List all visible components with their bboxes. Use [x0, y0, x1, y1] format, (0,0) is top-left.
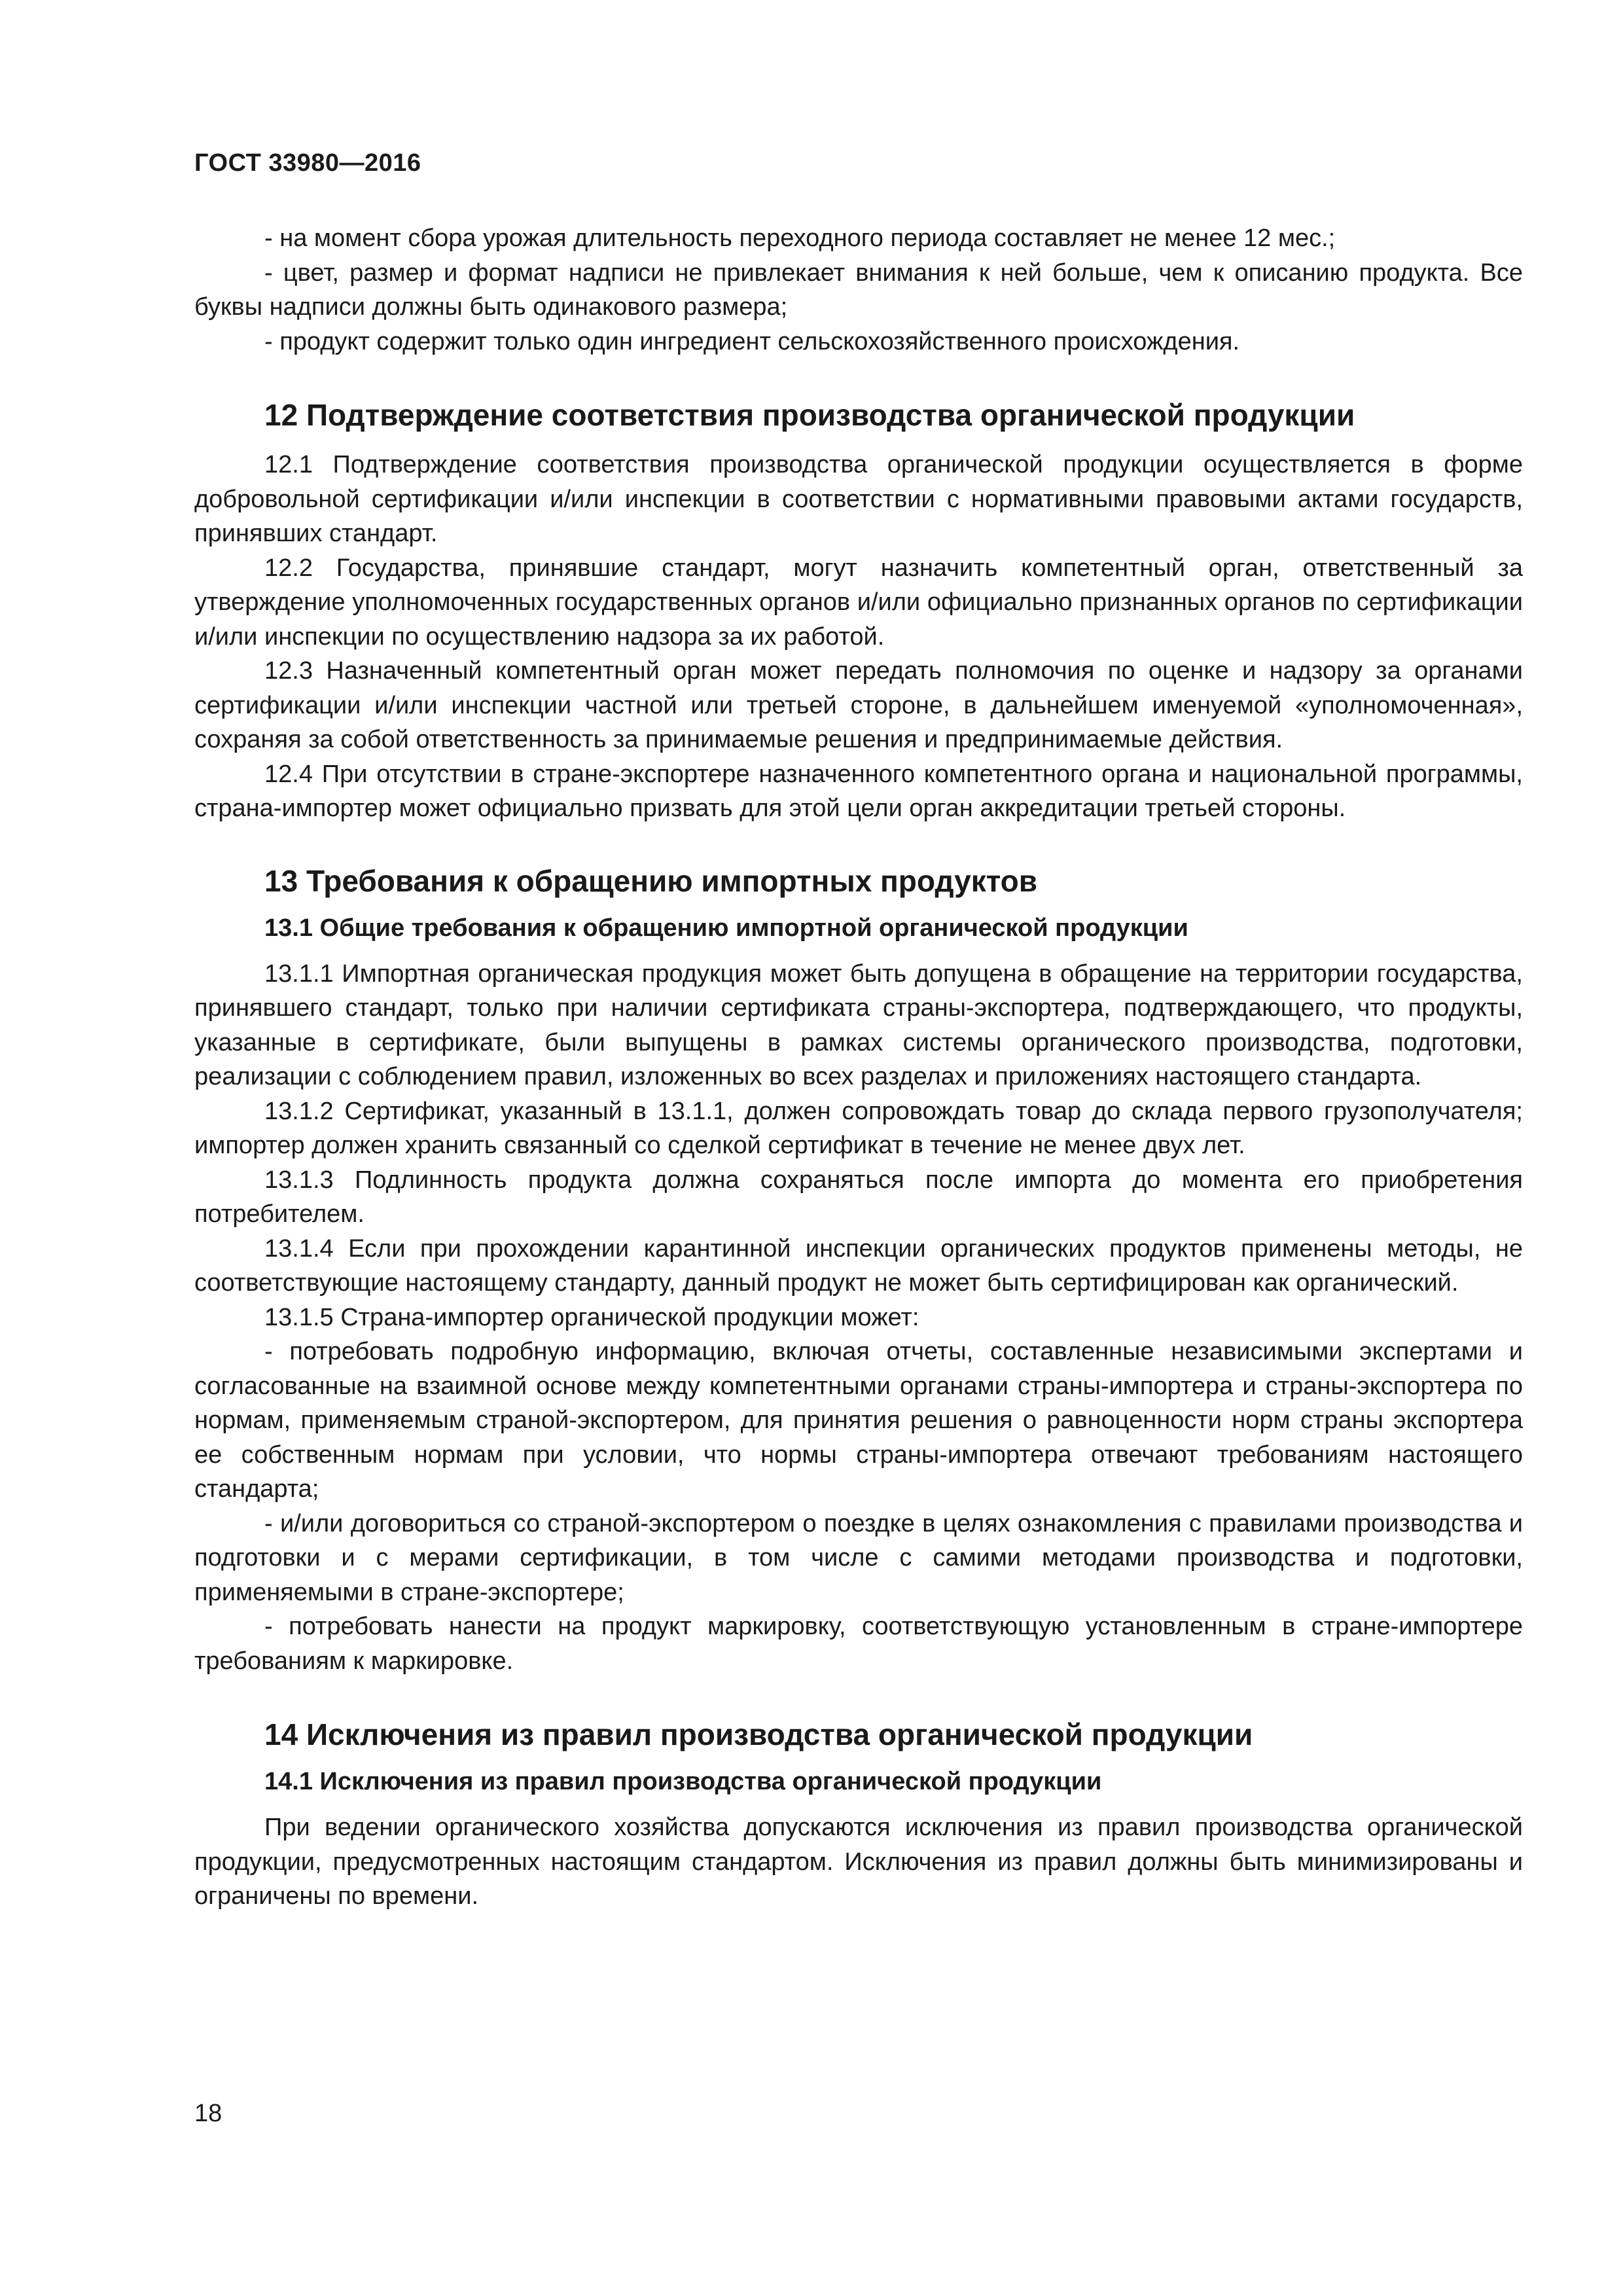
paragraph-14-1: При ведении органического хозяйства допускаются исключения из правил производства органической продукции, предусмотренных настоящим стандартом. Исключения из правил должны быть минимизированы и ограничены по времени. — [194, 1814, 1523, 1910]
paragraph-12-4: 12.4 При отсутствии в стране-экспортере назначенного компетентного органа и национальной программы, страна-импортер может официально призвать для этой цели орган аккредитации третьей стороны. — [194, 760, 1523, 822]
list-item: - потребовать нанести на продукт маркировку, соответствующую установленным в стране-импортере требованиям к маркировке. — [194, 1613, 1523, 1675]
list-item: - продукт содержит только один ингредиент сельскохозяйственного происхождения. — [264, 327, 1240, 355]
paragraph-13-1-4: 13.1.4 Если при прохождении карантинной инспекции органических продуктов применены методы, не соответствующие настоящему стандарту, данный продукт не может быть сертифицирован как органический. — [194, 1234, 1523, 1297]
list-item: - и/или договориться со страной-экспортером о поездке в целях ознакомления с правилами производства и подготовки и с мерами сертификации, в том числе с самими методами производства и подготовки, применяемыми в стране-экспортере; — [194, 1509, 1523, 1606]
paragraph-13-1-2: 13.1.2 Сертификат, указанный в 13.1.1, должен сопровождать товар до склада первого грузополучателя; импортер должен хранить связанный со сделкой сертификат в течение не менее двух лет. — [194, 1097, 1523, 1159]
subsection-14-1-heading: 14.1 Исключения из правил производства органической продукции — [264, 1768, 1102, 1795]
page-number: 18 — [194, 2100, 223, 2127]
paragraph-13-1-1: 13.1.1 Импортная органическая продукция может быть допущена в обращение на территории государства, принявшего стандарт, только при наличии сертификата страны-экспортера, подтверждающего, что продукты, указанные в сертификате, были выпущены в рамках системы органического производства, подготовки, реализации с соблюдением правил, изложенных во всех разделах и приложениях настоящего стандарта. — [194, 960, 1523, 1090]
list-item: - на момент сбора урожая длительность переходного периода составляет не менее 12 мес.; — [264, 224, 1336, 252]
paragraph-12-3: 12.3 Назначенный компетентный орган может передать полномочия по оценке и надзору за органами сертификации и/или инспекции частной или третьей стороне, в дальнейшем именуемой «уполномоченная», сохраняя за собой ответственность за принимаемые решения и предпринимаемые действия. — [194, 657, 1523, 753]
paragraph-12-2: 12.2 Государства, принявшие стандарт, могут назначить компетентный орган, ответственный за утверждение уполномоченных государственных органов и/или официально признанных органов по сертификации и/или инспекции по осуществлению надзора за их работой. — [194, 554, 1523, 651]
document-body — [194, 221, 1523, 1914]
section-13-heading: 13 Требования к обращению импортных продуктов — [264, 863, 1038, 898]
paragraph-12-1: 12.1 Подтверждение соответствия производства органической продукции осуществляется в форме добровольной сертификации и/или инспекции в соответствии с нормативными правовыми актами государств, принявших стандарт. — [194, 451, 1523, 547]
document-header: ГОСТ 33980—2016 — [194, 149, 421, 177]
list-item: - цвет, размер и формат надписи не привлекает внимания к ней больше, чем к описанию продукта. Все буквы надписи должны быть одинакового размера; — [194, 259, 1523, 321]
subsection-13-1-heading: 13.1 Общие требования к обращению импортной органической продукции — [264, 914, 1188, 942]
paragraph-13-1-5: 13.1.5 Страна-импортер органической продукции может: — [264, 1303, 919, 1331]
list-item: - потребовать подробную информацию, включая отчеты, составленные независимыми экспертами и согласованные на взаимной основе между компетентными органами страны-импортера и страны-экспортера по нормам, применяемым страной-экспортером, для принятия решения о равноценности норм страны экспортера ее собственным нормам при условии, что нормы страны-импортера отвечают требованиям настоящего стандарта; — [194, 1338, 1523, 1503]
section-12-heading: 12 Подтверждение соответствия производства органической продукции — [264, 398, 1355, 432]
section-14-heading: 14 Исключения из правил производства органической продукции — [264, 1717, 1253, 1751]
paragraph-13-1-3: 13.1.3 Подлинность продукта должна сохраняться после импорта до момента его приобретения потребителем. — [194, 1166, 1523, 1228]
